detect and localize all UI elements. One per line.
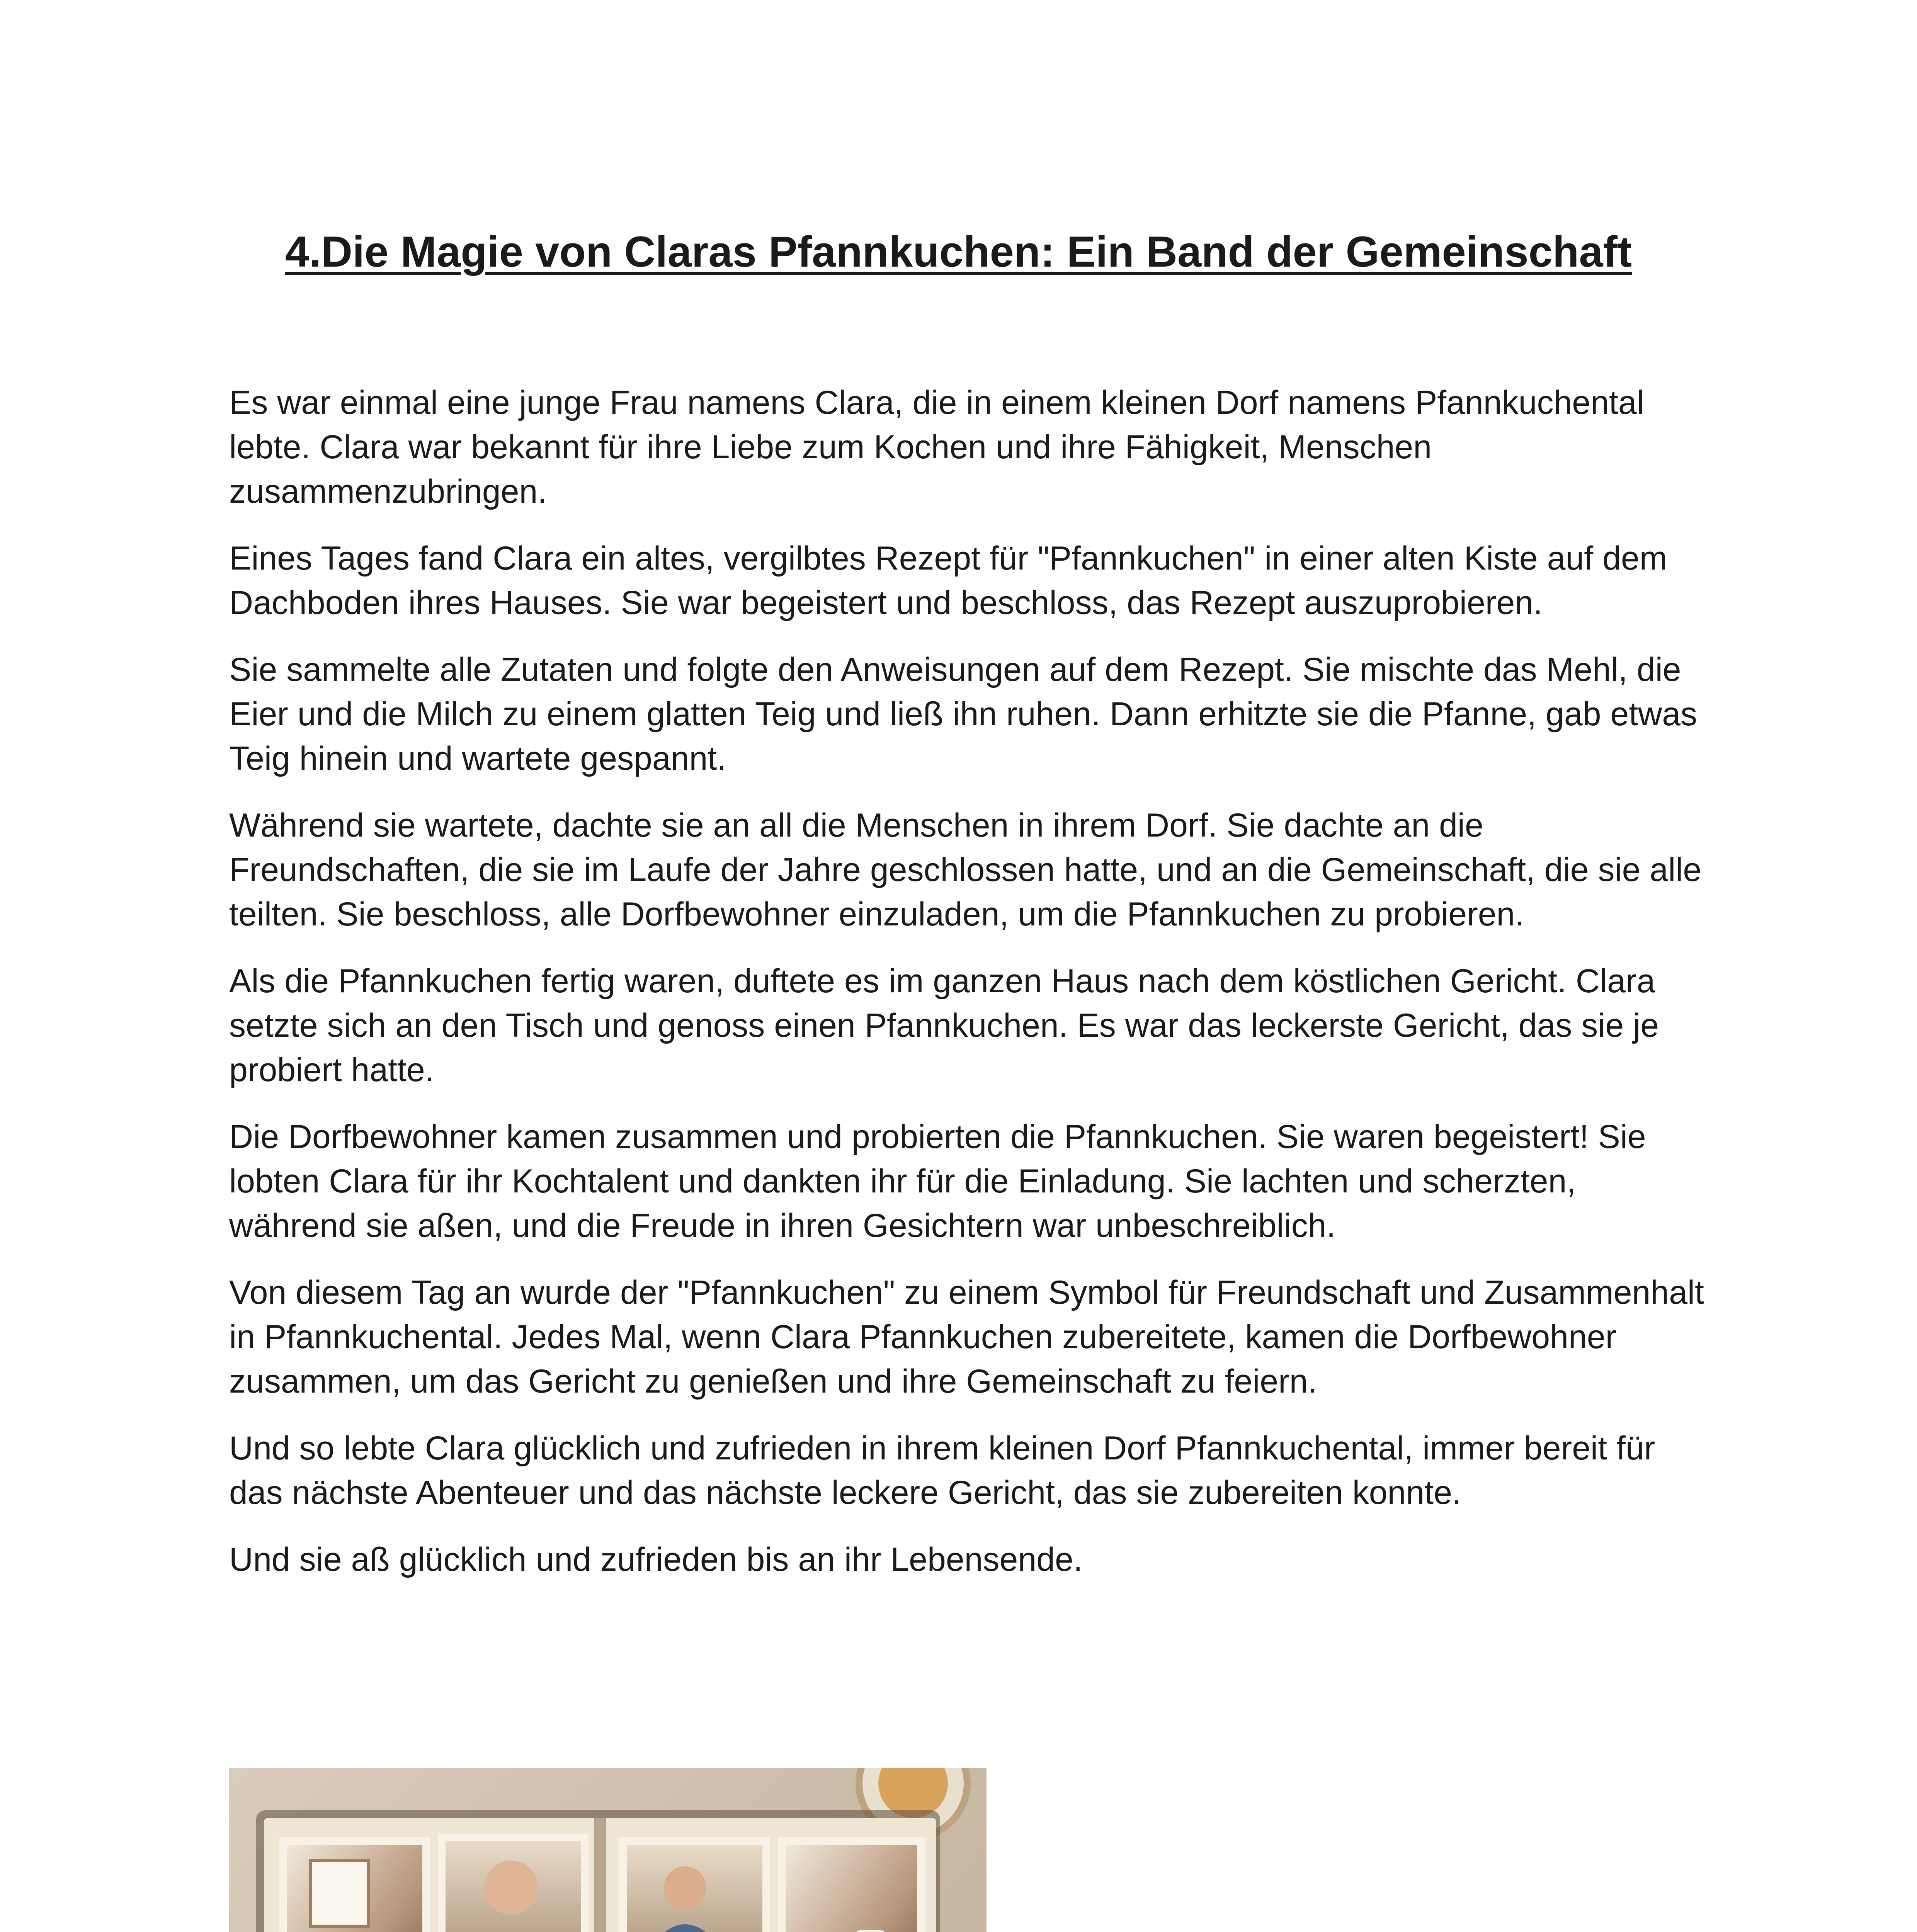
paragraph-3: Sie sammelte alle Zutaten und folgte den Anweisungen auf dem Rezept. Sie mischte das Mehl, die Eier und die Milch zu einem glatten Teig und ließ ihn ruhen. Dann erhitzte sie die Pfanne, gab etwas Teig hinein und wartete gespannt. — [229, 651, 1698, 777]
photo-album-collage-icon — [229, 1768, 987, 1932]
paragraph-8: Und so lebte Clara glücklich und zufrieden in ihrem kleinen Dorf Pfannkuchental, immer bereit für das nächste Abenteuer und das nächste leckere Gericht, das sie zubereiten konnte. — [229, 1430, 1655, 1511]
paragraph-7: Von diesem Tag an wurde der "Pfannkuchen" zu einem Symbol für Freundschaft und Zusammenhalt in Pfannkuchental. Jedes Mal, wenn Clara Pfannkuchen zubereitete, kamen die Dorfbewohner zusammen, um das Gericht zu genießen und ihre Gemeinschaft zu feiern. — [229, 1274, 1704, 1400]
document-body — [229, 381, 1709, 1604]
paragraph-1: Es war einmal eine junge Frau namens Clara, die in einem kleinen Dorf namens Pfannkuchental lebte. Clara war bekannt für ihre Liebe zum Kochen und ihre Fähigkeit, Menschen zusammenzubringen. — [229, 384, 1644, 510]
document-title: 4.Die Magie von Claras Pfannkuchen: Ein Band der Gemeinschaft — [285, 228, 1632, 276]
photo-album-image — [229, 1768, 987, 1932]
paragraph-4: Während sie wartete, dachte sie an all die Menschen in ihrem Dorf. Sie dachte an die Freundschaften, die sie im Laufe der Jahre geschlossen hatte, und an die Gemeinschaft, die sie alle teilten. Sie beschloss, alle Dorfbewohner einzuladen, um die Pfannkuchen zu probieren. — [229, 807, 1702, 933]
paragraph-5: Als die Pfannkuchen fertig waren, duftete es im ganzen Haus nach dem köstlichen Gericht. Clara setzte sich an den Tisch und genoss einen Pfannkuchen. Es war das leckerste Gericht, das sie je probiert hatte. — [229, 963, 1659, 1088]
paragraph-6: Die Dorfbewohner kamen zusammen und probierten die Pfannkuchen. Sie waren begeistert! Sie lobten Clara für ihr Kochtalent und dankten ihr für die Einladung. Sie lachten und scherzten, während sie aßen, und die Freude in ihren Gesichtern war unbeschreiblich. — [229, 1118, 1646, 1244]
paragraph-2: Eines Tages fand Clara ein altes, vergilbtes Rezept für "Pfannkuchen" in einer alten Kiste auf dem Dachboden ihres Hauses. Sie war begeistert und beschloss, das Rezept auszuprobieren. — [229, 540, 1667, 621]
paragraph-9: Und sie aß glücklich und zufrieden bis an ihr Lebensende. — [229, 1541, 1083, 1578]
